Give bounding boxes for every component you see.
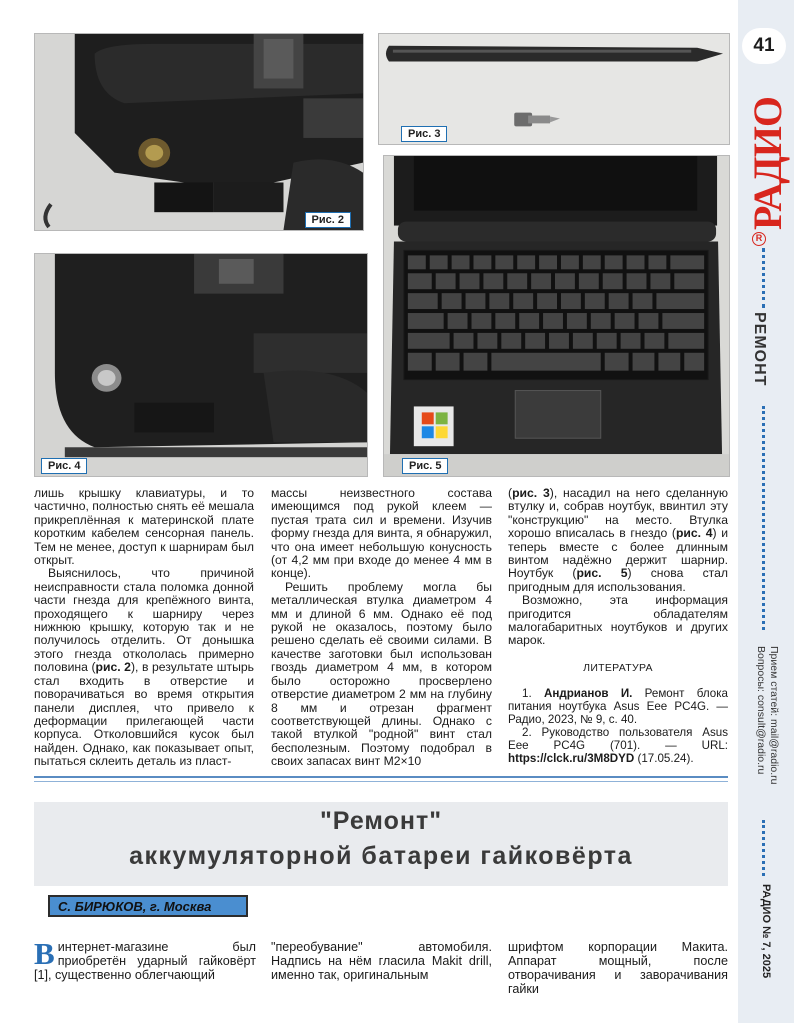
section-divider-second: [34, 781, 728, 782]
figure-5-photo: [383, 155, 730, 477]
sidebar-dots-3: [762, 820, 765, 876]
figure-4-reference: рис. 4: [675, 526, 713, 541]
article-2-column-1: В интернет-магазине был приобретён ударный гайковёрт [1], существенно облегчающий: [34, 936, 256, 982]
right-sidebar: [738, 0, 794, 1023]
dropcap-letter: В: [34, 936, 55, 971]
article-2-title-line-2: аккумуляторной батареи гайковёрта: [129, 842, 633, 870]
reference-2: 2. Руководство пользователя Asus Eee PC4G (701). — URL: https://clck.ru/3M8DYD (17.05.24).: [508, 726, 728, 766]
contact-line-2: Вопросы: consult@radio.ru: [755, 646, 767, 775]
figure-3-label: Рис. 3: [401, 126, 447, 142]
article-column-3: [508, 487, 728, 765]
registered-mark-icon: R: [752, 232, 766, 246]
article-column-2: [271, 487, 492, 769]
column-3-paragraph-2: Возможно, эта информация пригодится обладателям малогабаритных ноутбуков и других марок.: [508, 593, 728, 648]
magazine-logo: РАДИО: [745, 97, 790, 230]
figure-2-reference: рис. 2: [95, 660, 131, 675]
sidebar-dots-2: [762, 406, 765, 630]
figure-5-reference: рис. 5: [576, 566, 628, 581]
figure-4-label: Рис. 4: [41, 458, 87, 474]
figure-3-reference: рис. 3: [512, 486, 550, 500]
figure-5-label: Рис. 5: [402, 458, 448, 474]
column-1-paragraph-1: лишь крышку клавиатуры, и то частично, полностью снять её мешала прикреплённая к материнской плате коротким кабелем сенсорная панель. Тем не менее, доступ к шарнирам был открыт.: [34, 486, 254, 568]
literature-title: ЛИТЕРАТУРА: [583, 661, 653, 674]
article-2-title-line-1: "Ремонт": [319, 807, 443, 835]
sidebar-dots-1: [762, 248, 765, 308]
article-2-column-3: шрифтом корпорации Макита. Аппарат мощный, после отворачивания и заворачивания гайки: [508, 940, 728, 996]
contact-line-1: Прием статей: mail@radio.ru: [768, 646, 780, 785]
figure-2-photo: [34, 33, 364, 231]
figure-5-image: [384, 156, 729, 476]
figure-2-image: [35, 34, 363, 230]
column-1-paragraph-2: Выяснилось, что причиной неисправности стала поломка донной части гнезда для крепёжного винта, проходящего к шарниру через нижнюю крышку, которую так и не получилось отделить. От донышка этого гнезда откололась примерно половина (рис. 2), в результате штырь стал входить в отверстие и поворачиваться во время открытия панели дисплея, что привело к деформации прилегающей части корпуса. Отколовшийся кусок был найден. Однако, как показывает опыт, пытаться склеить деталь из пласт-: [34, 566, 254, 769]
issue-number: РАДИО № 7, 2025: [760, 884, 772, 979]
author-name: С. БИРЮКОВ, г. Москва: [58, 899, 212, 914]
figure-2-label: Рис. 2: [305, 212, 351, 228]
reference-1: 1. Андрианов И. Ремонт блока питания ноутбука Asus Eee PC4G. — Радио, 2023, № 9, с. 40.: [508, 687, 728, 727]
figure-3-photo: [378, 33, 730, 145]
article-2-column-2: "переобувание" автомобиля. Надпись на нём гласила Makit drill, именно так, оригинальным: [271, 940, 492, 982]
column-2-paragraph-2: Решить проблему могла бы металлическая втулка диаметром 4 мм и длиной 6 мм. Однако её под рукой не оказалось, поэтому было решено сделать её своими силами. В качестве заготовки был использован гвоздь диаметром 4 мм, в котором было осторожно просверлено отверстие диаметром 2 мм на глубину 8 мм и отрезан фрагмент соответствующей длины. Однако с такой втулкой "родной" винт стал бесполезным. Поэтому подобрал в своих запасах винт М2×10: [271, 579, 492, 769]
section-name: РЕМОНТ: [751, 312, 768, 387]
article-column-1: [34, 487, 254, 769]
figure-4-image: [35, 254, 367, 476]
section-divider-top: [34, 776, 728, 778]
figure-4-photo: [34, 253, 368, 477]
column-3-paragraph-1: (рис. 3), насадил на него сделанную втулку и, собрав ноутбук, ввинтил эту "конструкцию" на место. Втулка хорошо вписалась в гнездо (рис. 4) и теперь вместе с более длинным винтом надёжно держит шарнир. Ноутбук (рис. 5) снова стал пригодным для использования.: [508, 486, 729, 594]
author-bar: [48, 895, 248, 917]
page-number: 41: [742, 28, 786, 64]
reference-2-url[interactable]: https://clck.ru/3M8DYD: [508, 752, 635, 766]
column-2-paragraph-1: массы неизвестного состава имеющимся под рукой клеем — пустая трата сил и времени. Изучив форму гнезда для винта, я обнаружил, что она имеет небольшую конусность (от 4,2 мм при входе до менее 4 мм в конце).: [271, 486, 492, 581]
